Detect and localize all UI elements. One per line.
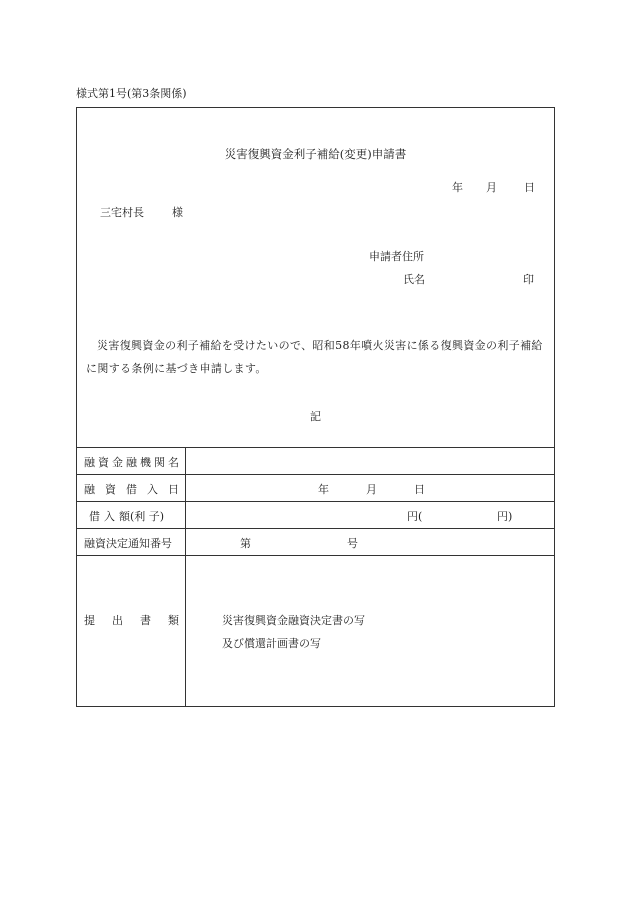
borrow-month: 月 [366,483,377,496]
label-char: 提 [84,614,95,627]
label-char: 資 [105,483,116,496]
column-divider [185,447,186,706]
label-char: 融 [84,456,95,469]
label-decision-number: 融資決定通知番号 [84,537,172,550]
label-char: 金 [112,456,123,469]
label-submitted-documents [84,612,179,628]
row-divider [77,528,554,529]
label-loan-amount [89,508,179,524]
label-char: 借 [89,510,100,523]
label-char: 額(利 子) [119,510,165,523]
seal-mark: 印 [523,273,534,286]
form-number: 様式第1号(第3条関係) [76,87,187,100]
label-char: 書 [140,614,151,627]
application-form [76,107,555,707]
label-char: 資 [98,456,109,469]
borrow-day: 日 [414,483,425,496]
decision-dai: 第 [240,537,251,550]
label-char: 日 [168,483,179,496]
ki-heading: 記 [310,410,321,423]
label-char: 類 [168,614,179,627]
table-top-border [77,447,554,448]
label-char: 借 [126,483,137,496]
label-char: 融 [84,483,95,496]
decision-go: 号 [347,537,358,550]
interest-yen: 円) [497,510,513,523]
document-title: 災害復興資金利子補給(変更)申請書 [224,147,407,161]
amount-yen: 円( [407,510,423,523]
label-char: 融 [126,456,137,469]
label-borrowing-date [84,481,179,497]
label-lending-institution [84,454,179,470]
addressee-name: 三宅村長 [100,206,144,219]
applicant-address-label: 申請者住所 [369,250,424,263]
date-day: 日 [524,181,535,194]
label-char: 出 [112,614,123,627]
label-char: 関 [154,456,165,469]
date-month: 月 [486,181,497,194]
applicant-name-label: 氏名 [403,273,425,286]
addressee [100,204,183,220]
label-char: 機 [140,456,151,469]
label-char: 入 [147,483,158,496]
row-divider [77,555,554,556]
row-divider [77,501,554,502]
body-text: 災害復興資金の利子補給を受けたいので、昭和58年噴火災害に係る復興資金の利子補給に関する条例に基づき申請します。 [86,339,543,375]
borrow-year: 年 [318,483,329,496]
label-char: 入 [104,510,115,523]
document-item-1: 災害復興資金融資決定書の写 [222,614,365,627]
row-divider [77,474,554,475]
date-year: 年 [452,181,463,194]
label-char: 名 [168,456,179,469]
document-item-2: 及び償還計画書の写 [222,637,321,650]
addressee-honorific: 様 [172,206,183,219]
